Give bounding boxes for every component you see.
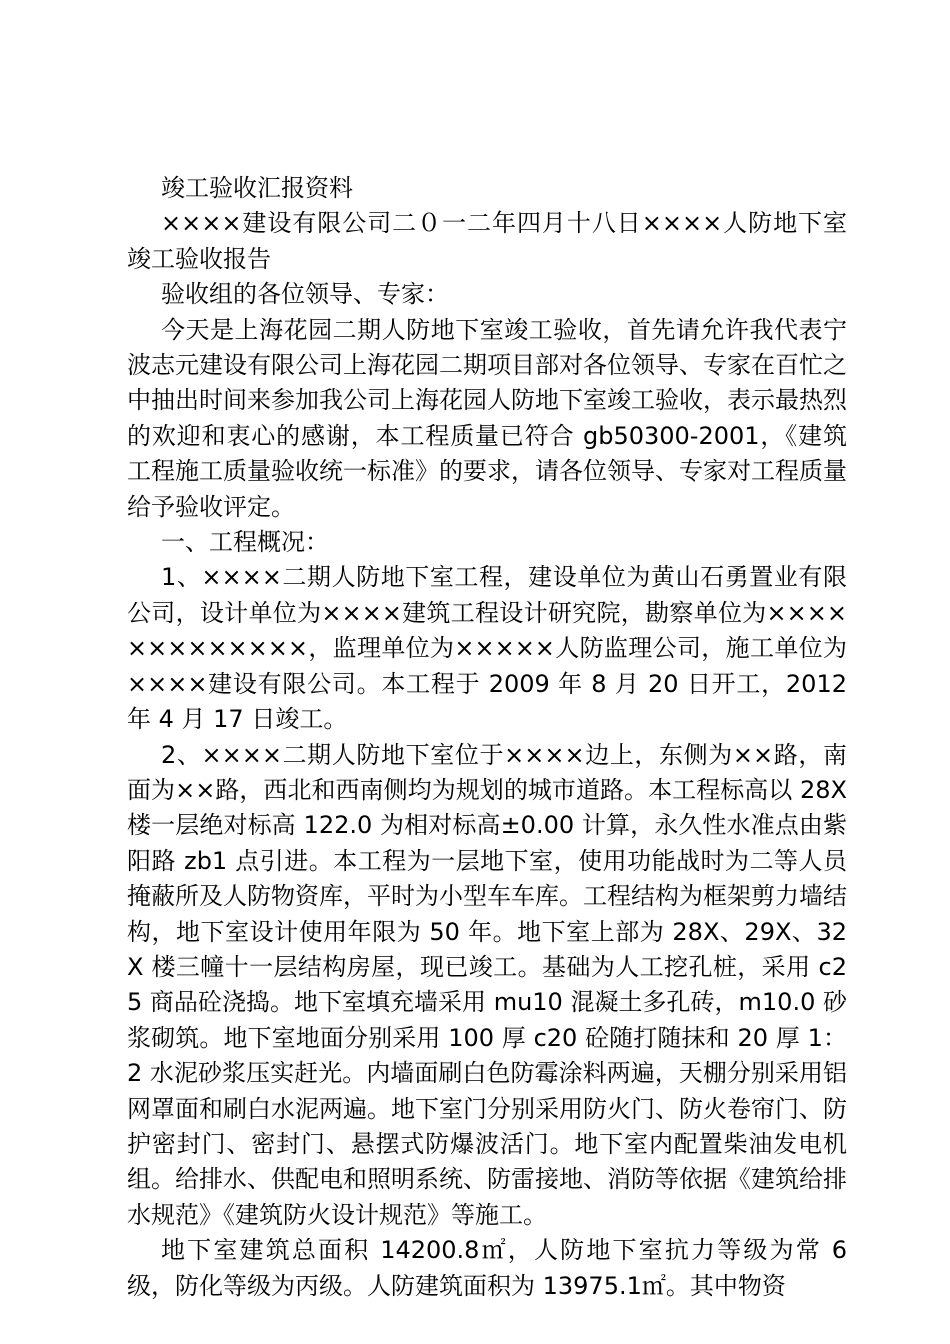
paragraph-project-units: 1、××××二期人防地下室工程，建设单位为黄山石勇置业有限公司，设计单位为××××建筑工程设计研究院，勘察单位为×××××××××××××，监理单位为×××××人防监理公司，施工单位为××××建设有限公司。本工程于 2009 年 8 月 20 日开工，2012 年 4 月 17 日竣工。 [127, 563, 847, 734]
paragraph-title: 竣工验收汇报资料 [161, 174, 353, 202]
paragraph-project-details: 2、××××二期人防地下室位于××××边上，东侧为××路，南面为××路，西北和西南侧均为规划的城市道路。本工程标高以 28X 楼一层绝对标高 122.0 为相对标高±0.00 计算，永久性水准点由紫阳路 zb1 点引进。本工程为一层地下室，使用功能战时为二等人员掩蔽所及人防物资库，平时为小型车车库。工程结构为框架剪力墙结构，地下室设计使用年限为 50 年。地下室上部为 28X、29X、32X 楼三幢十一层结构房屋，现已竣工。基础为人工挖孔桩，采用 c25 商品砼浇捣。地下室填充墙采用 mu10 混凝土多孔砖，m10.0 砂浆砌筑。地下室地面分别采用 100 厚 c20 砼随打随抹和 20 厚 1：2 水泥砂浆压实赶光。内墙面刷白色防霉涂料两遍，天棚分别采用铝网罩面和刷白水泥两遍。地下室门分别采用防火门、防火卷帘门、防护密封门、密封门、悬摆式防爆波活门。地下室内配置柴油发电机组。给排水、供配电和照明系统、防雷接地、消防等依据《建筑给排水规范》《建筑防火设计规范》等施工。 [127, 740, 847, 1229]
paragraph-salutation: 验收组的各位领导、专家： [161, 280, 449, 309]
paragraph-section-heading: 一、工程概况： [161, 528, 329, 557]
paragraph-report-heading: ××××建设有限公司二０一二年四月十八日××××人防地下室竣工验收报告 [127, 209, 847, 273]
document-body [127, 171, 847, 1304]
paragraph-opening: 今天是上海花园二期人防地下室竣工验收，首先请允许我代表宁波志元建设有限公司上海花园二期项目部对各位领导、专家在百忙之中抽出时间来参加我公司上海花园人防地下室竣工验收，表示最热烈的欢迎和衷心的感谢，本工程质量已符合 gb50300-2001，《建筑工程施工质量验收统一标准》的要求，请各位领导、专家对工程质量给予验收评定。 [127, 315, 847, 521]
paragraph-area-info: 地下室建筑总面积 14200.8㎡，人防地下室抗力等级为常 6 级，防化等级为丙级。人防建筑面积为 13975.1㎡。其中物资 [127, 1236, 847, 1300]
